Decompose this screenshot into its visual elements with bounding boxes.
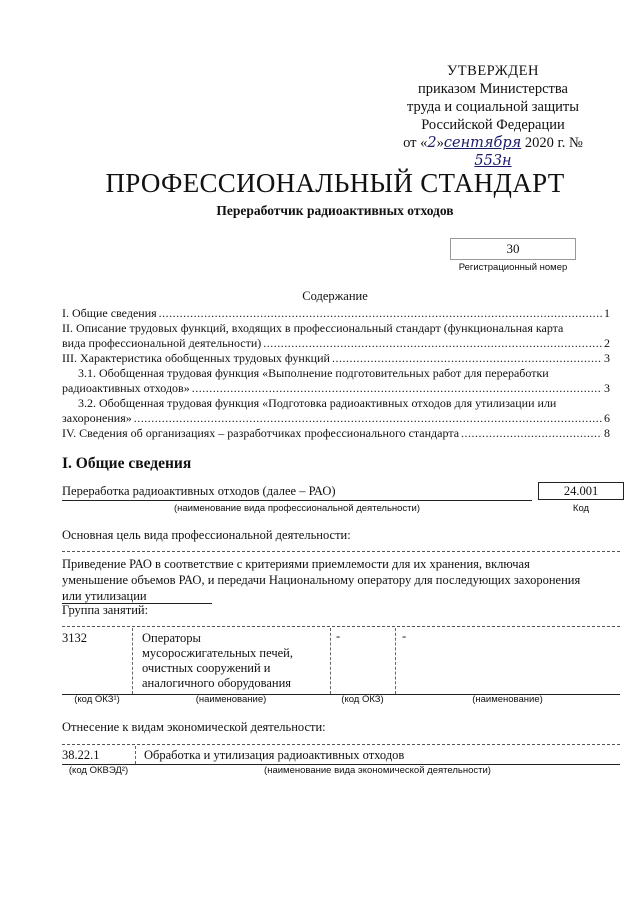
activity-caption: (наименование вида профессиональной деятельности)	[173, 503, 421, 514]
group-name-2: -	[402, 629, 407, 643]
group-okz-code-2: -	[336, 629, 341, 643]
toc-leader	[332, 351, 602, 366]
toc-item-text: III. Характеристика обобщенных трудовых функций	[62, 351, 330, 365]
goal-text-line: уменьшение объемов РАО, и передачи Национальному оператору для последующих захоронения	[62, 573, 581, 587]
toc-item-page: 2	[604, 336, 610, 350]
group-col-divider	[132, 628, 133, 694]
group-name-line: очистных сооружений и	[142, 661, 271, 675]
document-title: ПРОФЕССИОНАЛЬНЫЙ СТАНДАРТ	[105, 168, 565, 198]
approval-block	[388, 62, 598, 170]
goal-label: Основная цель вида профессиональной деятельности:	[62, 528, 351, 542]
toc-item-line[interactable]: II. Описание трудовых функций, входящих в профессиональный стандарт (функциональная карта	[62, 321, 564, 335]
toc-item-page: 1	[604, 306, 610, 320]
approval-title: УТВЕРЖДЕН	[447, 63, 539, 79]
econ-caption-code: (код ОКВЭД²)	[68, 765, 129, 776]
group-label: Группа занятий:	[62, 603, 149, 617]
econ-caption-name: (наименование вида экономической деятельности)	[264, 765, 491, 776]
econ-name: Обработка и утилизация радиоактивных отходов	[144, 748, 405, 762]
group-table-top	[62, 626, 620, 627]
section-heading: I. Общие сведения	[62, 455, 192, 472]
group-name-line: Операторы	[142, 631, 201, 645]
toc-item[interactable]	[62, 306, 610, 321]
toc-item[interactable]	[62, 411, 610, 426]
toc-item-text: IV. Сведения об организациях – разработчиках профессионального стандарта	[62, 426, 460, 440]
toc-leader	[159, 306, 602, 321]
date-year: 2020 г. №	[524, 135, 583, 151]
toc-item-page: 8	[604, 426, 610, 440]
registration-number-caption: Регистрационный номер	[458, 262, 568, 273]
toc-item-page: 3	[604, 381, 610, 395]
group-okz-code: 3132	[62, 631, 87, 645]
approval-line-2: приказом Министерства	[418, 81, 568, 97]
approval-date-line	[388, 134, 598, 170]
group-name-line: мусоросжигательных печей,	[142, 646, 293, 660]
goal-text	[62, 556, 620, 604]
approval-line-3: труда и социальной защиты	[407, 99, 579, 115]
document-subtitle: Переработчик радиоактивных отходов	[216, 203, 454, 218]
group-name-line: аналогичного оборудования	[142, 676, 292, 690]
toc-leader	[461, 426, 602, 441]
group-col-divider	[395, 628, 396, 694]
toc-leader	[134, 411, 602, 426]
econ-table-top	[62, 744, 620, 745]
group-col-divider	[330, 628, 331, 694]
toc-item-text: захоронения»	[62, 411, 132, 425]
toc-item-page: 6	[604, 411, 610, 425]
toc-item[interactable]	[62, 351, 610, 366]
toc-item-line[interactable]: 3.1. Обобщенная трудовая функция «Выполнение подготовительных работ для переработки	[78, 366, 549, 380]
activity-code-box: 24.001	[538, 482, 624, 500]
toc-leader	[192, 381, 602, 396]
toc-item[interactable]	[62, 381, 610, 396]
date-prefix: от «	[403, 135, 428, 151]
toc-item-text: вида профессиональной деятельности)	[62, 336, 262, 350]
toc-item-page: 3	[604, 351, 610, 365]
group-caption-name: (наименование)	[195, 694, 267, 705]
group-caption-okz-2: (код ОКЗ)	[341, 694, 384, 705]
goal-box-top	[62, 551, 620, 552]
goal-text-line: или утилизации	[62, 589, 147, 603]
econ-code: 38.22.1	[62, 748, 100, 762]
toc-leader	[263, 336, 602, 351]
table-of-contents	[62, 306, 610, 441]
toc-item-text: I. Общие сведения	[62, 306, 157, 320]
date-month: сентября	[443, 135, 522, 151]
activity-code-caption: Код	[572, 503, 590, 514]
registration-number-box: 30	[450, 238, 576, 260]
date-mid: »	[436, 135, 444, 151]
econ-col-divider	[135, 746, 136, 764]
toc-heading: Содержание	[302, 289, 368, 303]
group-caption-name-2: (наименование)	[472, 694, 543, 705]
group-caption-okz: (код ОКЗ¹)	[74, 694, 120, 705]
order-number: 553н	[474, 153, 512, 169]
econ-label: Отнесение к видам экономической деятельности:	[62, 720, 326, 734]
toc-item[interactable]	[62, 426, 610, 441]
activity-name: Переработка радиоактивных отходов (далее – РАО)	[62, 484, 336, 498]
toc-item[interactable]	[62, 336, 610, 351]
approval-line-4: Российской Федерации	[421, 117, 565, 133]
toc-item-line[interactable]: 3.2. Обобщенная трудовая функция «Подготовка радиоактивных отходов для утилизации или	[78, 396, 557, 410]
goal-text-line: Приведение РАО в соответствие с критериями приемлемости для их хранения, включая	[62, 557, 530, 571]
activity-underline	[62, 500, 532, 501]
group-name	[142, 631, 332, 691]
toc-item-text: радиоактивных отходов»	[62, 381, 190, 395]
date-day: 2	[427, 135, 437, 151]
